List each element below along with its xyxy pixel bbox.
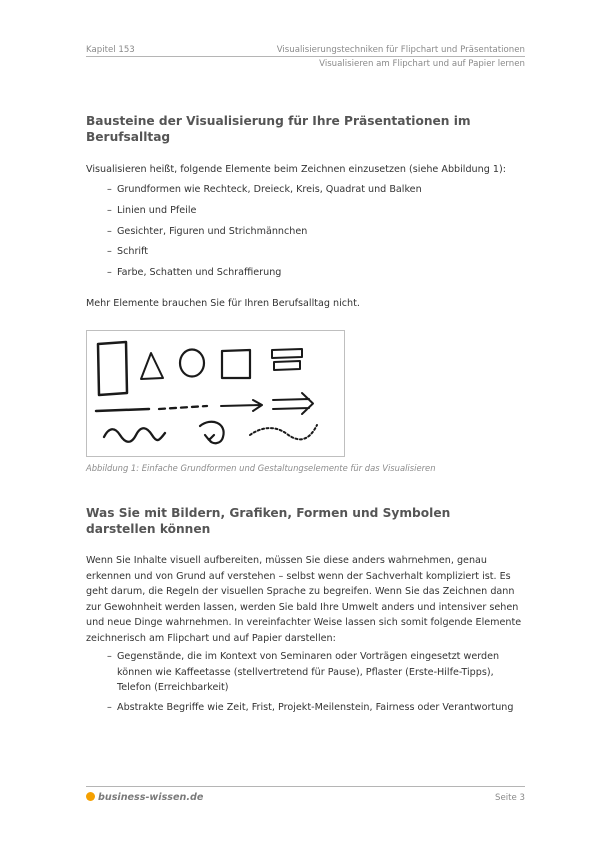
figure-caption: Abbildung 1: Einfache Grundformen und Gestaltungselemente für das Visualisieren (86, 463, 436, 473)
circle-shape (180, 350, 204, 377)
page-number: Seite 3 (495, 793, 525, 803)
arrow-icon (221, 400, 262, 411)
list-item (107, 649, 517, 696)
figure-basic-shapes (86, 330, 345, 457)
sketch-drawing (87, 331, 344, 456)
triangle-shape (141, 353, 163, 379)
footer-divider (86, 786, 525, 787)
header-title: Visualisierungstechniken für Flipchart und Präsentationen (276, 45, 525, 55)
bar-shape (272, 349, 302, 358)
list-item-text: Linien und Pfeile (117, 205, 197, 216)
bar-shape (274, 361, 300, 370)
list-item (107, 244, 517, 260)
curved-arrow-icon (200, 422, 224, 444)
list-item-text: Grundformen wie Rechteck, Dreieck, Kreis, Quadrat und Balken (117, 184, 422, 195)
footer-logo[interactable] (86, 792, 203, 803)
list-item-text: Gesichter, Figuren und Strichmännchen (117, 226, 308, 237)
body-paragraph: Wenn Sie Inhalte visuell aufbereiten, müssen Sie diese anders wahrnehmen, genau erkennen und von Grund auf verstehen – selbst wenn der Sachverhalt kompliziert ist. Es geht darum, die Regeln der visuellen Sprache zu begreifen. Wenn Sie das Zeichnen dann zur Gewohnheit werden lassen, werden Sie bald Ihre Umwelt anders und intensiver sehen und neue Dinge wahrnehmen. In vereinfachter Weise lassen sich somit folgende Elemente zeichnerisch am Flipchart und auf Papier darstellen: (86, 555, 522, 644)
list-item-text: Abstrakte Begriffe wie Zeit, Frist, Projekt-Meilenstein, Fairness oder Verantwortung (117, 702, 514, 713)
outro-paragraph: Mehr Elemente brauchen Sie für Ihren Berufsalltag nicht. (86, 298, 360, 309)
logo-dot-icon (86, 792, 95, 801)
list-item (107, 700, 517, 716)
chapter-label: Kapitel 153 (86, 45, 135, 55)
bullet-dash: – (107, 205, 112, 216)
line-stroke (96, 409, 149, 411)
list-item (107, 224, 517, 240)
bullet-dash: – (107, 226, 112, 237)
section-heading-images: Was Sie mit Bildern, Grafiken, Formen und Symbolen darstellen können (86, 506, 451, 536)
header-subtitle: Visualisieren am Flipchart und auf Papier lernen (319, 59, 525, 69)
dashed-line (159, 406, 207, 409)
list-item-text: Farbe, Schatten und Schraffierung (117, 267, 282, 278)
wavy-line (104, 428, 165, 442)
square-shape (222, 350, 250, 378)
bullet-dash: – (107, 184, 112, 195)
rectangle-shape (98, 342, 127, 395)
section-heading-building-blocks: Bausteine der Visualisierung für Ihre Präsentationen im Berufsalltag (86, 114, 471, 144)
intro-paragraph: Visualisieren heißt, folgende Elemente beim Zeichnen einzusetzen (siehe Abbildung 1): (86, 164, 506, 175)
list-item (107, 265, 517, 281)
dotted-wave-line (250, 425, 317, 439)
list-item (107, 182, 517, 198)
list-item-text: Gegenstände, die im Kontext von Seminaren oder Vorträgen eingesetzt werden können wie Kaffeetasse (stellvertretend für Pause), Pflaster (Erste-Hilfe-Tipps), Telefon (Erreichbarkeit) (117, 651, 500, 693)
double-arrow-icon (273, 393, 313, 414)
bullet-dash: – (107, 246, 112, 257)
logo-text: business-wissen.de (98, 792, 204, 803)
list-item-text: Schrift (117, 246, 149, 257)
header-divider (86, 56, 525, 57)
bullet-dash: – (107, 702, 112, 713)
bullet-dash: – (107, 267, 112, 278)
bullet-dash: – (107, 651, 112, 662)
list-item (107, 203, 517, 219)
